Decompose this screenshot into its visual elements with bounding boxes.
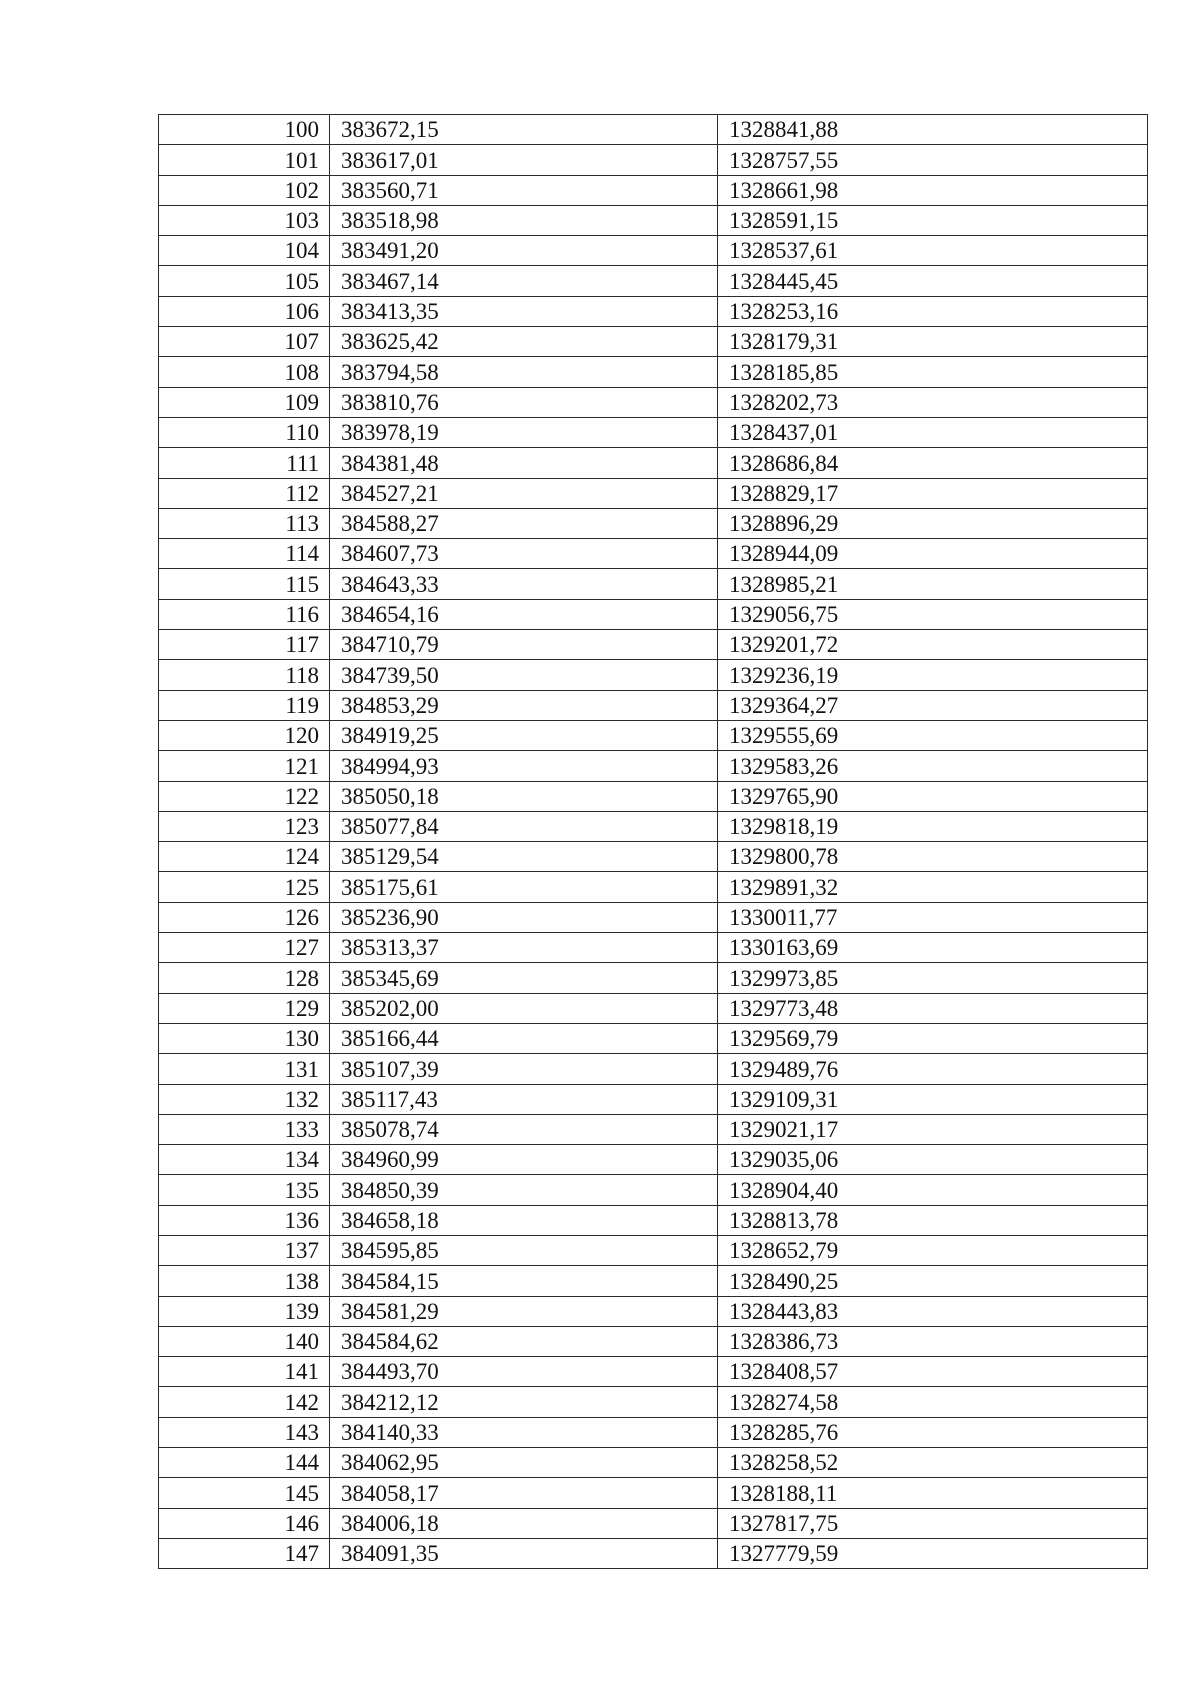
table-row: [159, 1417, 1148, 1447]
x-coordinate-cell: 384919,25: [330, 720, 718, 750]
x-coordinate-cell: 385129,54: [330, 842, 718, 872]
point-number-cell: 103: [159, 205, 330, 235]
table-row: [159, 1235, 1148, 1265]
table-row: [159, 1538, 1148, 1568]
x-coordinate-cell: 384058,17: [330, 1478, 718, 1508]
x-coordinate-cell: 385175,61: [330, 872, 718, 902]
y-coordinate-cell: 1328408,57: [718, 1357, 1148, 1387]
table-row: [159, 1387, 1148, 1417]
y-coordinate-cell: 1327817,75: [718, 1508, 1148, 1538]
y-coordinate-cell: 1329818,19: [718, 811, 1148, 841]
x-coordinate-cell: 384212,12: [330, 1387, 718, 1417]
point-number-cell: 135: [159, 1175, 330, 1205]
x-coordinate-cell: 384654,16: [330, 599, 718, 629]
x-coordinate-cell: 383672,15: [330, 115, 718, 145]
point-number-cell: 124: [159, 842, 330, 872]
table-row: [159, 387, 1148, 417]
y-coordinate-cell: 1328490,25: [718, 1266, 1148, 1296]
x-coordinate-cell: 384853,29: [330, 690, 718, 720]
point-number-cell: 115: [159, 569, 330, 599]
y-coordinate-cell: 1329973,85: [718, 963, 1148, 993]
table-row: [159, 751, 1148, 781]
y-coordinate-cell: 1330011,77: [718, 902, 1148, 932]
table-row: [159, 175, 1148, 205]
table-row: [159, 781, 1148, 811]
y-coordinate-cell: 1328829,17: [718, 478, 1148, 508]
x-coordinate-cell: 385117,43: [330, 1084, 718, 1114]
point-number-cell: 101: [159, 145, 330, 175]
table-row: [159, 1508, 1148, 1538]
table-row: [159, 569, 1148, 599]
point-number-cell: 107: [159, 327, 330, 357]
x-coordinate-cell: 384062,95: [330, 1448, 718, 1478]
table-row: [159, 478, 1148, 508]
point-number-cell: 109: [159, 387, 330, 417]
table-row: [159, 720, 1148, 750]
table-row: [159, 1175, 1148, 1205]
x-coordinate-cell: 384006,18: [330, 1508, 718, 1538]
y-coordinate-cell: 1328445,45: [718, 266, 1148, 296]
x-coordinate-cell: 385077,84: [330, 811, 718, 841]
y-coordinate-cell: 1328904,40: [718, 1175, 1148, 1205]
point-number-cell: 118: [159, 660, 330, 690]
point-number-cell: 100: [159, 115, 330, 145]
point-number-cell: 134: [159, 1145, 330, 1175]
point-number-cell: 129: [159, 993, 330, 1023]
point-number-cell: 113: [159, 508, 330, 538]
point-number-cell: 119: [159, 690, 330, 720]
point-number-cell: 106: [159, 296, 330, 326]
x-coordinate-cell: 384710,79: [330, 630, 718, 660]
x-coordinate-cell: 385078,74: [330, 1114, 718, 1144]
table-row: [159, 1054, 1148, 1084]
point-number-cell: 125: [159, 872, 330, 902]
y-coordinate-cell: 1328944,09: [718, 539, 1148, 569]
y-coordinate-cell: 1328386,73: [718, 1326, 1148, 1356]
y-coordinate-cell: 1329236,19: [718, 660, 1148, 690]
table-row: [159, 1326, 1148, 1356]
y-coordinate-cell: 1329056,75: [718, 599, 1148, 629]
point-number-cell: 105: [159, 266, 330, 296]
x-coordinate-cell: 385236,90: [330, 902, 718, 932]
x-coordinate-cell: 384584,62: [330, 1326, 718, 1356]
table-row: [159, 115, 1148, 145]
point-number-cell: 131: [159, 1054, 330, 1084]
x-coordinate-cell: 383467,14: [330, 266, 718, 296]
table-row: [159, 842, 1148, 872]
x-coordinate-cell: 384588,27: [330, 508, 718, 538]
point-number-cell: 110: [159, 417, 330, 447]
point-number-cell: 140: [159, 1326, 330, 1356]
table-row: [159, 327, 1148, 357]
table-row: [159, 417, 1148, 447]
y-coordinate-cell: 1328188,11: [718, 1478, 1148, 1508]
point-number-cell: 120: [159, 720, 330, 750]
y-coordinate-cell: 1328202,73: [718, 387, 1148, 417]
x-coordinate-cell: 384607,73: [330, 539, 718, 569]
point-number-cell: 104: [159, 236, 330, 266]
y-coordinate-cell: 1328896,29: [718, 508, 1148, 538]
table-row: [159, 660, 1148, 690]
y-coordinate-cell: 1328757,55: [718, 145, 1148, 175]
x-coordinate-cell: 383810,76: [330, 387, 718, 417]
point-number-cell: 121: [159, 751, 330, 781]
y-coordinate-cell: 1329364,27: [718, 690, 1148, 720]
point-number-cell: 133: [159, 1114, 330, 1144]
y-coordinate-cell: 1328591,15: [718, 205, 1148, 235]
table-row: [159, 1145, 1148, 1175]
y-coordinate-cell: 1328443,83: [718, 1296, 1148, 1326]
x-coordinate-cell: 384091,35: [330, 1538, 718, 1568]
point-number-cell: 147: [159, 1538, 330, 1568]
point-number-cell: 127: [159, 933, 330, 963]
y-coordinate-cell: 1329765,90: [718, 781, 1148, 811]
coordinates-table: [158, 114, 1148, 1569]
table-row: [159, 296, 1148, 326]
point-number-cell: 138: [159, 1266, 330, 1296]
table-row: [159, 1357, 1148, 1387]
y-coordinate-cell: 1329555,69: [718, 720, 1148, 750]
y-coordinate-cell: 1328285,76: [718, 1417, 1148, 1447]
point-number-cell: 114: [159, 539, 330, 569]
x-coordinate-cell: 383978,19: [330, 417, 718, 447]
point-number-cell: 144: [159, 1448, 330, 1478]
y-coordinate-cell: 1329489,76: [718, 1054, 1148, 1084]
table-row: [159, 1114, 1148, 1144]
y-coordinate-cell: 1328437,01: [718, 417, 1148, 447]
x-coordinate-cell: 385345,69: [330, 963, 718, 993]
coordinates-table-body: [159, 115, 1148, 1569]
table-row: [159, 1205, 1148, 1235]
table-row: [159, 993, 1148, 1023]
x-coordinate-cell: 385202,00: [330, 993, 718, 1023]
table-row: [159, 1266, 1148, 1296]
x-coordinate-cell: 384581,29: [330, 1296, 718, 1326]
x-coordinate-cell: 384960,99: [330, 1145, 718, 1175]
y-coordinate-cell: 1328652,79: [718, 1235, 1148, 1265]
table-row: [159, 539, 1148, 569]
table-row: [159, 1296, 1148, 1326]
point-number-cell: 108: [159, 357, 330, 387]
y-coordinate-cell: 1328258,52: [718, 1448, 1148, 1478]
point-number-cell: 143: [159, 1417, 330, 1447]
x-coordinate-cell: 383625,42: [330, 327, 718, 357]
x-coordinate-cell: 383413,35: [330, 296, 718, 326]
x-coordinate-cell: 383794,58: [330, 357, 718, 387]
point-number-cell: 116: [159, 599, 330, 629]
point-number-cell: 130: [159, 1023, 330, 1053]
y-coordinate-cell: 1328185,85: [718, 357, 1148, 387]
point-number-cell: 145: [159, 1478, 330, 1508]
table-row: [159, 1448, 1148, 1478]
table-row: [159, 963, 1148, 993]
point-number-cell: 128: [159, 963, 330, 993]
y-coordinate-cell: 1329891,32: [718, 872, 1148, 902]
x-coordinate-cell: 383491,20: [330, 236, 718, 266]
point-number-cell: 122: [159, 781, 330, 811]
y-coordinate-cell: 1329021,17: [718, 1114, 1148, 1144]
y-coordinate-cell: 1329201,72: [718, 630, 1148, 660]
point-number-cell: 117: [159, 630, 330, 660]
x-coordinate-cell: 385166,44: [330, 1023, 718, 1053]
table-row: [159, 599, 1148, 629]
table-row: [159, 1084, 1148, 1114]
table-row: [159, 205, 1148, 235]
x-coordinate-cell: 385107,39: [330, 1054, 718, 1084]
point-number-cell: 102: [159, 175, 330, 205]
table-row: [159, 1478, 1148, 1508]
y-coordinate-cell: 1329569,79: [718, 1023, 1148, 1053]
x-coordinate-cell: 384643,33: [330, 569, 718, 599]
table-row: [159, 902, 1148, 932]
table-row: [159, 1023, 1148, 1053]
x-coordinate-cell: 384739,50: [330, 660, 718, 690]
y-coordinate-cell: 1328537,61: [718, 236, 1148, 266]
x-coordinate-cell: 384850,39: [330, 1175, 718, 1205]
point-number-cell: 132: [159, 1084, 330, 1114]
y-coordinate-cell: 1329800,78: [718, 842, 1148, 872]
table-row: [159, 236, 1148, 266]
table-row: [159, 872, 1148, 902]
y-coordinate-cell: 1328253,16: [718, 296, 1148, 326]
y-coordinate-cell: 1329773,48: [718, 993, 1148, 1023]
x-coordinate-cell: 384140,33: [330, 1417, 718, 1447]
point-number-cell: 136: [159, 1205, 330, 1235]
table-row: [159, 811, 1148, 841]
table-row: [159, 690, 1148, 720]
table-row: [159, 630, 1148, 660]
x-coordinate-cell: 384493,70: [330, 1357, 718, 1387]
x-coordinate-cell: 384527,21: [330, 478, 718, 508]
table-row: [159, 508, 1148, 538]
table-row: [159, 357, 1148, 387]
y-coordinate-cell: 1328661,98: [718, 175, 1148, 205]
x-coordinate-cell: 385050,18: [330, 781, 718, 811]
x-coordinate-cell: 384584,15: [330, 1266, 718, 1296]
y-coordinate-cell: 1328841,88: [718, 115, 1148, 145]
table-row: [159, 266, 1148, 296]
y-coordinate-cell: 1328813,78: [718, 1205, 1148, 1235]
x-coordinate-cell: 384994,93: [330, 751, 718, 781]
y-coordinate-cell: 1328985,21: [718, 569, 1148, 599]
y-coordinate-cell: 1329583,26: [718, 751, 1148, 781]
table-row: [159, 933, 1148, 963]
point-number-cell: 141: [159, 1357, 330, 1387]
point-number-cell: 111: [159, 448, 330, 478]
x-coordinate-cell: 384595,85: [330, 1235, 718, 1265]
point-number-cell: 139: [159, 1296, 330, 1326]
point-number-cell: 123: [159, 811, 330, 841]
y-coordinate-cell: 1328686,84: [718, 448, 1148, 478]
y-coordinate-cell: 1329035,06: [718, 1145, 1148, 1175]
x-coordinate-cell: 384381,48: [330, 448, 718, 478]
table-row: [159, 145, 1148, 175]
point-number-cell: 142: [159, 1387, 330, 1417]
x-coordinate-cell: 383518,98: [330, 205, 718, 235]
x-coordinate-cell: 383617,01: [330, 145, 718, 175]
x-coordinate-cell: 384658,18: [330, 1205, 718, 1235]
y-coordinate-cell: 1328179,31: [718, 327, 1148, 357]
x-coordinate-cell: 385313,37: [330, 933, 718, 963]
y-coordinate-cell: 1328274,58: [718, 1387, 1148, 1417]
table-row: [159, 448, 1148, 478]
y-coordinate-cell: 1330163,69: [718, 933, 1148, 963]
x-coordinate-cell: 383560,71: [330, 175, 718, 205]
point-number-cell: 112: [159, 478, 330, 508]
point-number-cell: 126: [159, 902, 330, 932]
point-number-cell: 137: [159, 1235, 330, 1265]
point-number-cell: 146: [159, 1508, 330, 1538]
y-coordinate-cell: 1327779,59: [718, 1538, 1148, 1568]
y-coordinate-cell: 1329109,31: [718, 1084, 1148, 1114]
